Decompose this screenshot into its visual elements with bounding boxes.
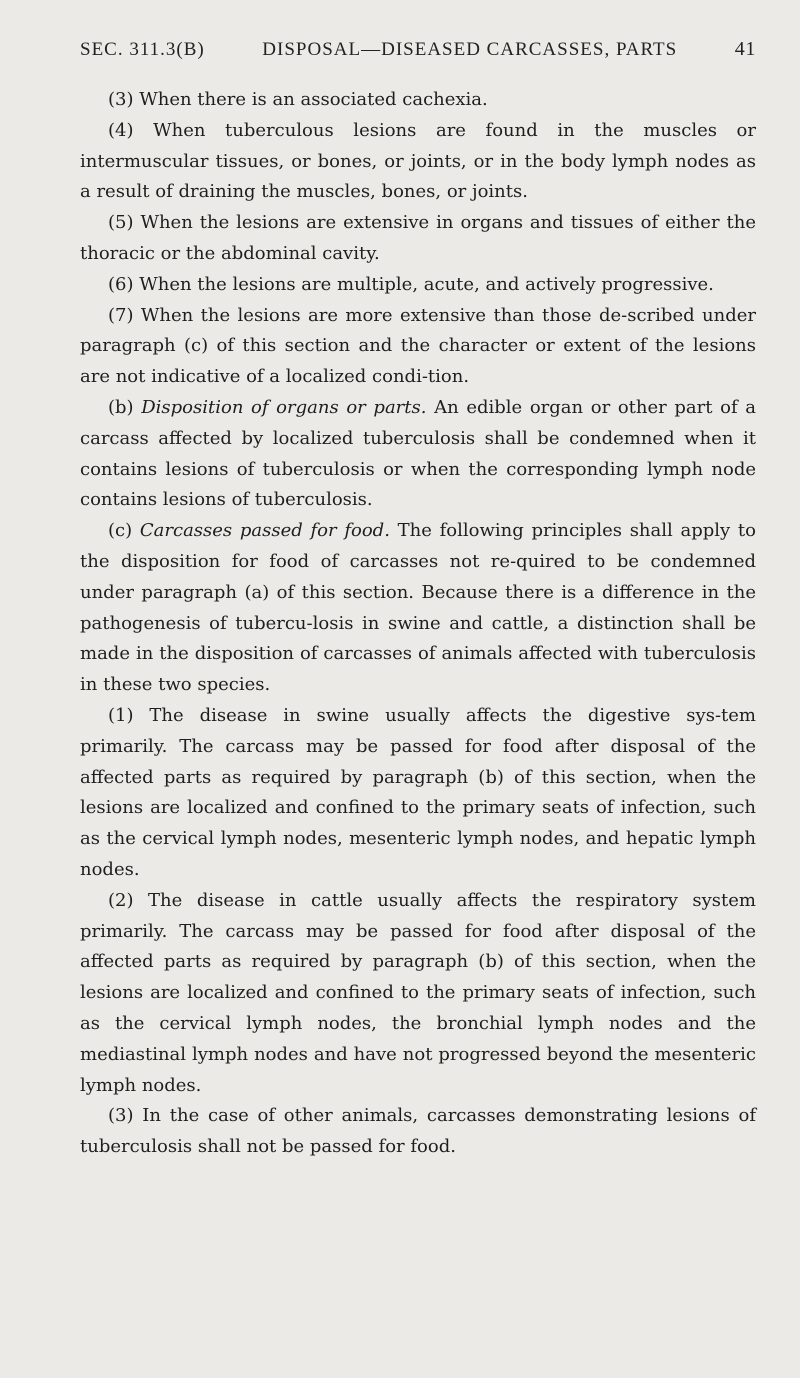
paragraph-c-1 xyxy=(80,701,756,886)
paragraph-text: An edible organ or other part of a carcass affected by localized tuberculosis shall be condemned when it contains lesions of tuberculosis or when the corresponding lymph node contains lesions of tuberculosis. xyxy=(80,396,756,511)
paragraph-a-3 xyxy=(80,85,756,116)
paragraph-text: The disease in swine usually affects the digestive sys-tem primarily. The carcass may be passed for food after disposal of the affected parts as required by paragraph (b) of this section, when the lesions are localized and confined to the primary seats of infection, such as the cervical lymph nodes, mesenteric lymph nodes, and hepatic lymph nodes. xyxy=(80,704,756,880)
paragraph-number: (c) xyxy=(108,520,133,542)
paragraph-c-3 xyxy=(80,1101,756,1163)
running-title: DISPOSAL—DISEASED CARCASSES, PARTS xyxy=(262,39,678,60)
paragraph-heading: Disposition of organs or parts. xyxy=(141,396,427,418)
paragraph-a-4 xyxy=(80,116,756,208)
paragraph-number: (2) xyxy=(108,889,134,911)
paragraph-number: (3) xyxy=(108,89,134,110)
paragraph-text: In the case of other animals, carcasses demonstrating lesions of tuberculosis shall not be passed for food. xyxy=(80,1105,756,1158)
paragraph-text: When there is an associated cachexia. xyxy=(139,89,488,110)
paragraph-number: (6) xyxy=(108,273,134,295)
paragraph-a-5 xyxy=(80,208,756,270)
section-number: SEC. 311.3(B) xyxy=(80,39,205,60)
paragraph-text: The disease in cattle usually affects the respiratory system primarily. The carcass may be passed for food after disposal of the affected parts as required by paragraph (b) of this section, when the lesions are localized and confined to the primary seats of infection, such as the cervical lymph nodes, the bronchial lymph nodes and the mediastinal lymph nodes and have not progressed beyond the mesenteric lymph nodes. xyxy=(80,889,756,1096)
paragraph-heading: Carcasses passed for food. xyxy=(139,520,390,542)
paragraph-number: (5) xyxy=(108,212,134,234)
running-head xyxy=(80,38,756,61)
paragraph-b xyxy=(80,393,756,516)
paragraph-number: (1) xyxy=(108,704,134,726)
paragraph-a-7 xyxy=(80,301,756,393)
paragraph-number: (b) xyxy=(108,396,134,418)
paragraph-text: When the lesions are more extensive than those de-scribed under paragraph (c) of this section and the character or extent of the lesions are not indicative of a localized condi-tion. xyxy=(80,304,756,388)
body-text xyxy=(80,85,756,1163)
paragraph-text: When tuberculous lesions are found in the muscles or intermuscular tissues, or bones, or joints, or in the body lymph nodes as a result of draining the muscles, bones, or joints. xyxy=(80,119,756,203)
paragraph-number: (7) xyxy=(108,304,134,326)
paragraph-number: (4) xyxy=(108,119,134,141)
page-number: 41 xyxy=(734,38,756,60)
paragraph-c xyxy=(80,516,756,701)
paragraph-text: When the lesions are multiple, acute, and actively progressive. xyxy=(139,273,714,295)
paragraph-number: (3) xyxy=(108,1105,134,1127)
paragraph-a-6 xyxy=(80,270,756,301)
paragraph-c-2 xyxy=(80,886,756,1102)
paragraph-text: When the lesions are extensive in organs and tissues of either the thoracic or the abdominal cavity. xyxy=(80,212,756,264)
paragraph-text: The following principles shall apply to the disposition for food of carcasses not re-quired to be condemned under paragraph (a) of this section. Because there is a difference in the pathogenesis of tubercu-losis in swine and cattle, a distinction shall be made in the disposition of carcasses of animals affected with tuberculosis in these two species. xyxy=(80,520,756,696)
